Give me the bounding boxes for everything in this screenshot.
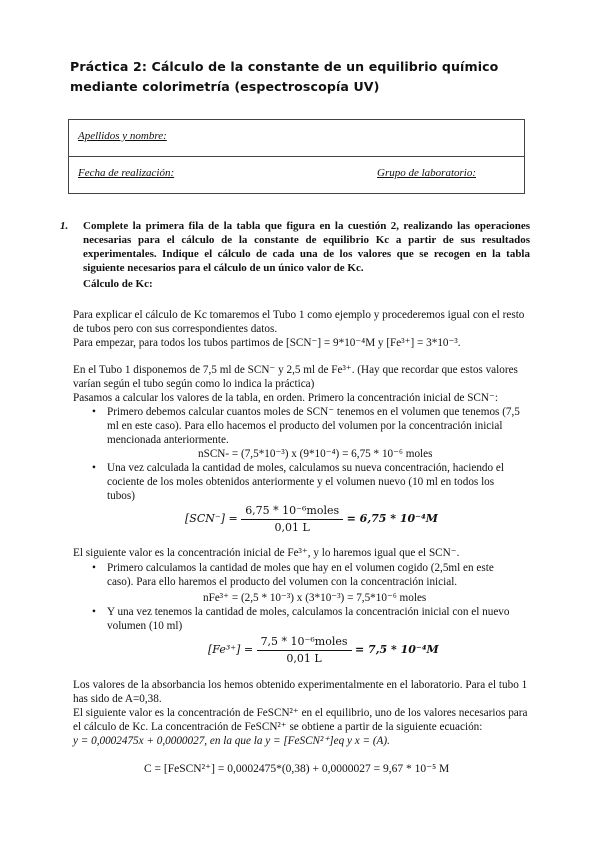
bullet-conc-scn: • Una vez calculada la cantidad de moles, calculamos su nueva concentración, haciendo el cociente de los moles obtenidos anteriormente y el volumen nuevo (10 ml en todos los tubos)	[92, 462, 504, 502]
question-number: 1.	[60, 220, 69, 232]
paragraph-tube1: En el Tubo 1 disponemos de 7,5 ml de SCN⁻ y 2,5 ml de Fe³⁺. (Hay que recordar que estos valores varían según el tubo según como lo indica la práctica)	[73, 364, 518, 390]
fraction-denominator: 0,01 L	[286, 651, 322, 665]
fraction-lhs: [Fe³⁺] =	[208, 643, 254, 657]
student-info-form	[68, 119, 525, 194]
paragraph-start: Para empezar, para todos los tubos partimos de [SCN⁻] = 9*10⁻⁴M y [Fe³⁺] = 3*10⁻³.	[73, 337, 461, 349]
equation-moles-scn: nSCN- = (7,5*10⁻³) x (9*10⁻⁴) = 6,75 * 10⁻⁶ moles	[198, 448, 433, 460]
fraction-result: = 6,75 * 10⁻⁴M	[346, 512, 438, 526]
fraction-denominator: 0,01 L	[274, 520, 310, 534]
page-title: Práctica 2: Cálculo de la constante de un equilibrio químico mediante colorimetría (espectroscopía UV)	[70, 59, 499, 94]
equation-moles-fe: nFe³⁺ = (2,5 * 10⁻³) x (3*10⁻³) = 7,5*10⁻⁶ moles	[203, 592, 427, 604]
paragraph-equation: y = 0,0002475x + 0,0000027, en la que la y = [FeSCN²⁺]eq y x = (A).	[73, 735, 390, 747]
equation-kc-result: C = [FeSCN²⁺] = 0,0002475*(0,38) + 0,0000027 = 9,67 * 10⁻⁵ M	[144, 763, 450, 775]
bullet-icon: •	[92, 406, 96, 418]
bullet-icon: •	[92, 606, 96, 618]
question-1	[60, 220, 530, 292]
fraction-fe	[208, 635, 439, 665]
bullet-moles-scn: • Primero debemos calcular cuantos moles de SCN⁻ tenemos en el volumen que tenemos (7,5 ml en este caso). Para ello hacemos el producto del volumen por la concentración inicial mencionada anteriormente.	[92, 406, 520, 446]
bullet-conc-fe: • Y una vez tenemos la cantidad de moles, calculamos la concentración inicial con el nuevo volumen (10 ml)	[92, 606, 510, 632]
date-field-label[interactable]: Fecha de realización:	[78, 167, 175, 179]
paragraph-intro: Para explicar el cálculo de Kc tomaremos el Tubo 1 como ejemplo y procederemos igual con el resto de tubos pero con sus correspondientes datos.	[73, 309, 525, 335]
fraction-lhs: [SCN⁻] =	[185, 512, 238, 526]
name-field-label[interactable]: Apellidos y nombre:	[78, 130, 167, 142]
group-field-label[interactable]: Grupo de laboratorio:	[377, 167, 476, 179]
bullet-moles-fe: • Primero calculamos la cantidad de moles que hay en el volumen cogido (2,5ml en este caso). Para ello haremos el producto del volumen con la concentración inicial.	[92, 562, 494, 588]
paragraph-fe: El siguiente valor es la concentración inicial de Fe³⁺, y lo haremos igual que el SCN⁻.	[73, 547, 460, 559]
bullet-icon: •	[92, 562, 96, 574]
paragraph-order: Pasamos a calcular los valores de la tabla, en orden. Primero la concentración inicial de SCN⁻:	[73, 392, 498, 404]
fraction-numerator: 7,5 * 10⁻⁶moles	[257, 635, 352, 651]
question-subheading: Cálculo de Kc:	[83, 278, 153, 291]
paragraph-equilibrium: El siguiente valor es la concentración de FeSCN²⁺ en el equilibrio, uno de los valores necesarios para el cálculo de Kc. La concentración de FeSCN²⁺ se obtiene a partir de la siguiente ecuación:	[73, 707, 528, 733]
bullet-icon: •	[92, 462, 96, 474]
fraction-result: = 7,5 * 10⁻⁴M	[355, 643, 439, 657]
paragraph-absorbance: Los valores de la absorbancia los hemos obtenido experimentalmente en el laboratorio. Para el tubo 1 has sido de A=0,38.	[73, 679, 528, 705]
name-row	[69, 120, 524, 157]
fraction-scn	[185, 504, 438, 534]
question-text: Complete la primera fila de la tabla que figura en la cuestión 2, realizando las operaciones necesarias para el cálculo de la constante de equilibrio Kc a partir de sus resultados experimentales. Indique el cálculo de cada una de los valores que se recogen en la tabla siguiente necesarios para el cálculo de un único valor de Kc.	[83, 220, 530, 274]
fraction-numerator: 6,75 * 10⁻⁶moles	[241, 504, 343, 520]
